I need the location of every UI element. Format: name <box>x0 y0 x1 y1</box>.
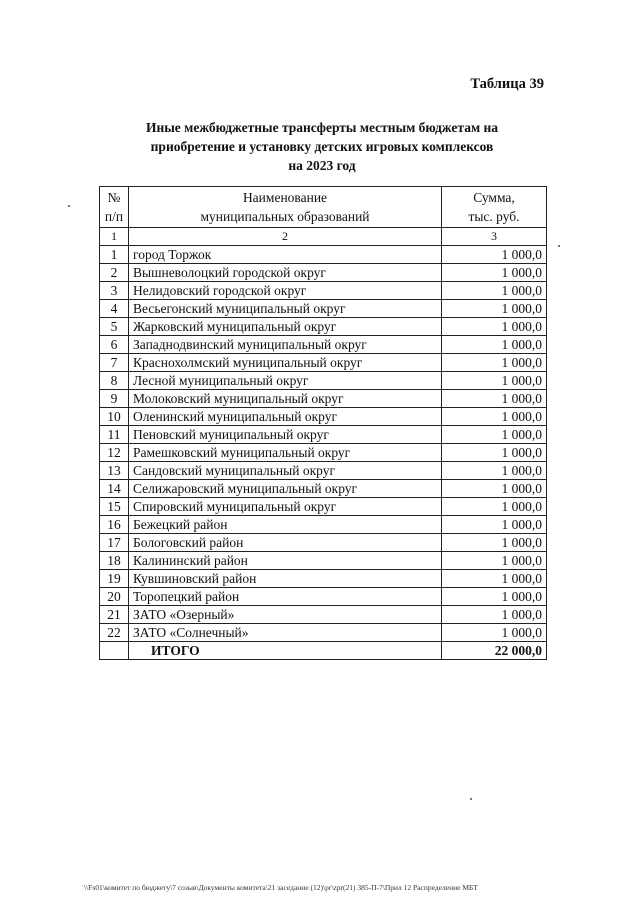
header-name: Наименование муниципальных образований <box>129 187 442 228</box>
transfer-amount: 22 000,0 <box>442 642 547 660</box>
municipality-name: Рамешковский муниципальный округ <box>129 444 442 462</box>
transfer-amount: 1 000,0 <box>442 624 547 642</box>
transfer-amount: 1 000,0 <box>442 606 547 624</box>
municipality-name: Вышневолоцкий городской округ <box>129 264 442 282</box>
transfer-amount: 1 000,0 <box>442 246 547 264</box>
table-row <box>100 570 547 588</box>
table-row <box>100 390 547 408</box>
transfer-amount: 1 000,0 <box>442 552 547 570</box>
row-number: 16 <box>100 516 129 534</box>
table-row <box>100 282 547 300</box>
transfer-amount: 1 000,0 <box>442 282 547 300</box>
row-number: 10 <box>100 408 129 426</box>
municipality-name: Лесной муниципальный округ <box>129 372 442 390</box>
table-row <box>100 264 547 282</box>
table-row <box>100 318 547 336</box>
transfer-amount: 1 000,0 <box>442 354 547 372</box>
row-number: 11 <box>100 426 129 444</box>
municipality-name: Нелидовский городской округ <box>129 282 442 300</box>
transfer-amount: 1 000,0 <box>442 408 547 426</box>
row-number: 20 <box>100 588 129 606</box>
municipality-name: Калининский район <box>129 552 442 570</box>
title-line-2: приобретение и установку детских игровых комплексов <box>150 139 494 154</box>
column-number-row <box>100 228 547 246</box>
transfer-amount: 1 000,0 <box>442 300 547 318</box>
column-number-1: 1 <box>100 228 129 246</box>
municipality-name: ЗАТО «Озерный» <box>129 606 442 624</box>
scan-dot <box>470 798 472 800</box>
table-row <box>100 606 547 624</box>
transfer-amount: 1 000,0 <box>442 390 547 408</box>
scan-dot <box>558 245 560 247</box>
municipality-name: Кувшиновский район <box>129 570 442 588</box>
table-row <box>100 336 547 354</box>
column-number-3: 3 <box>442 228 547 246</box>
transfers-table <box>99 186 547 660</box>
municipality-name: Оленинский муниципальный округ <box>129 408 442 426</box>
table-row <box>100 516 547 534</box>
row-number: 9 <box>100 390 129 408</box>
row-number: 8 <box>100 372 129 390</box>
transfer-amount: 1 000,0 <box>442 318 547 336</box>
municipality-name: Торопецкий район <box>129 588 442 606</box>
header-num: № п/п <box>100 187 129 228</box>
transfer-amount: 1 000,0 <box>442 534 547 552</box>
transfer-amount: 1 000,0 <box>442 426 547 444</box>
row-number <box>100 642 129 660</box>
table-row <box>100 372 547 390</box>
footer-file-path: \\Fs01\комитет по бюджету\7 созыв\Документы комитета\21 заседание (12)\pr\zpr(21) 385-П-7\Прил 12 Распределение МБТ <box>84 883 478 892</box>
municipality-name: Западнодвинский муниципальный округ <box>129 336 442 354</box>
table-row <box>100 300 547 318</box>
municipality-name: Пеновский муниципальный округ <box>129 426 442 444</box>
transfer-amount: 1 000,0 <box>442 372 547 390</box>
municipality-name: Молоковский муниципальный округ <box>129 390 442 408</box>
table-row <box>100 480 547 498</box>
row-number: 15 <box>100 498 129 516</box>
total-row <box>100 642 547 660</box>
row-number: 3 <box>100 282 129 300</box>
row-number: 14 <box>100 480 129 498</box>
municipality-name: Бологовский район <box>129 534 442 552</box>
transfer-amount: 1 000,0 <box>442 480 547 498</box>
scan-dot <box>68 205 70 207</box>
row-number: 12 <box>100 444 129 462</box>
table-row <box>100 426 547 444</box>
row-number: 5 <box>100 318 129 336</box>
table-row <box>100 354 547 372</box>
municipality-name: Бежецкий район <box>129 516 442 534</box>
column-number-2: 2 <box>129 228 442 246</box>
transfer-amount: 1 000,0 <box>442 498 547 516</box>
municipality-name: ЗАТО «Солнечный» <box>129 624 442 642</box>
transfer-amount: 1 000,0 <box>442 516 547 534</box>
table-row <box>100 408 547 426</box>
municipality-name: Сандовский муниципальный округ <box>129 462 442 480</box>
table-row <box>100 624 547 642</box>
municipality-name: город Торжок <box>129 246 442 264</box>
row-number: 4 <box>100 300 129 318</box>
row-number: 7 <box>100 354 129 372</box>
transfer-amount: 1 000,0 <box>442 570 547 588</box>
transfer-amount: 1 000,0 <box>442 462 547 480</box>
table-row <box>100 534 547 552</box>
row-number: 1 <box>100 246 129 264</box>
table-row <box>100 462 547 480</box>
row-number: 2 <box>100 264 129 282</box>
row-number: 22 <box>100 624 129 642</box>
title-line-1: Иные межбюджетные трансферты местным бюджетам на <box>145 120 499 135</box>
table-row <box>100 588 547 606</box>
table-number-label: Таблица 39 <box>470 76 544 92</box>
municipality-name: Весьегонский муниципальный округ <box>129 300 442 318</box>
table-row <box>100 552 547 570</box>
table-row <box>100 444 547 462</box>
municipality-name: Жарковский муниципальный округ <box>129 318 442 336</box>
row-number: 13 <box>100 462 129 480</box>
row-number: 17 <box>100 534 129 552</box>
table-header-row <box>100 187 547 228</box>
municipality-name: Селижаровский муниципальный округ <box>129 480 442 498</box>
municipality-name: Краснохолмский муниципальный округ <box>129 354 442 372</box>
row-number: 19 <box>100 570 129 588</box>
transfer-amount: 1 000,0 <box>442 444 547 462</box>
header-sum: Сумма, тыс. руб. <box>442 187 547 228</box>
table-row <box>100 246 547 264</box>
row-number: 6 <box>100 336 129 354</box>
table-row <box>100 498 547 516</box>
row-number: 18 <box>100 552 129 570</box>
row-number: 21 <box>100 606 129 624</box>
title-line-3: на 2023 год <box>288 158 356 173</box>
municipality-name: ИТОГО <box>129 642 442 660</box>
transfer-amount: 1 000,0 <box>442 336 547 354</box>
transfer-amount: 1 000,0 <box>442 264 547 282</box>
municipality-name: Спировский муниципальный округ <box>129 498 442 516</box>
transfer-amount: 1 000,0 <box>442 588 547 606</box>
document-title <box>96 118 548 175</box>
